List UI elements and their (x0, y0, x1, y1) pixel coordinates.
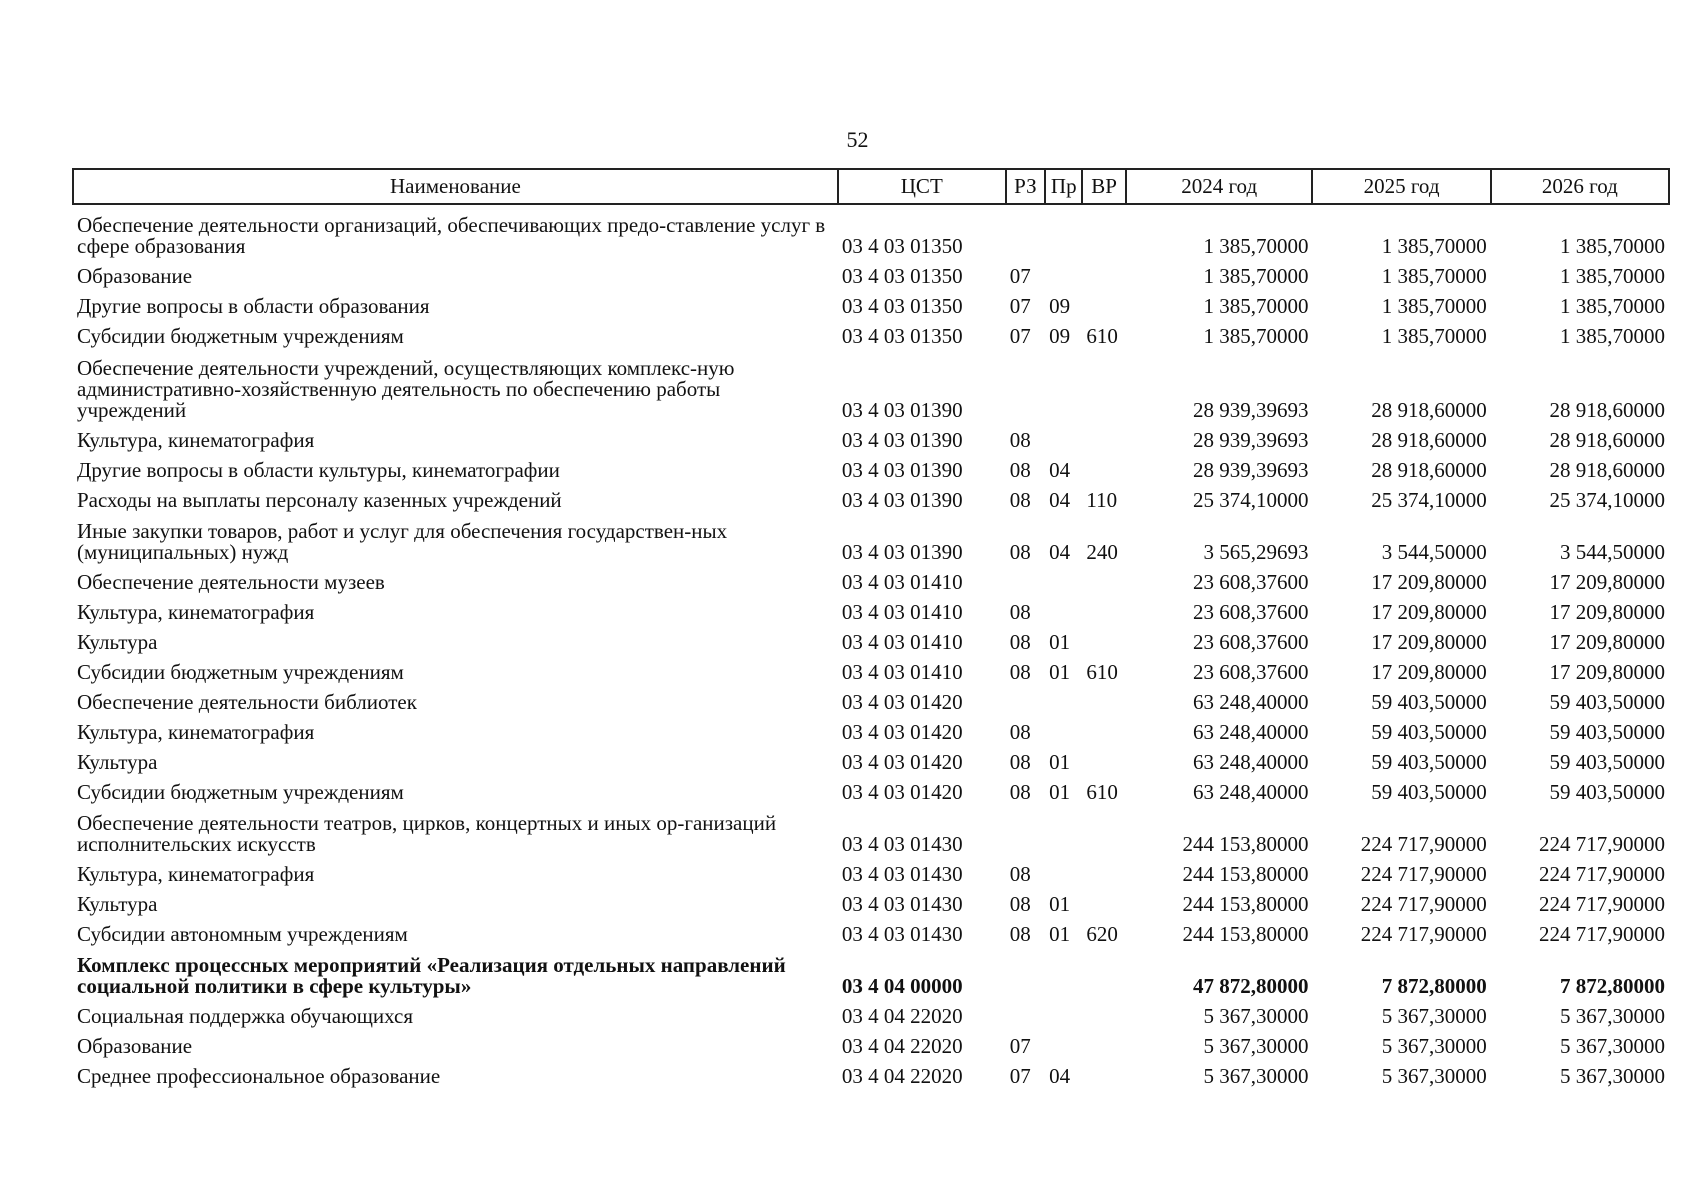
row-name: Культура, кинематография (77, 600, 315, 624)
row-2024: 5 367,30000 (1203, 1034, 1309, 1058)
row-2025: 1 385,70000 (1381, 294, 1487, 318)
row-name: Другие вопросы в области образования (77, 294, 430, 318)
row-rz: 08 (1009, 720, 1031, 744)
row-name: Другие вопросы в области культуры, кинематографии (77, 458, 560, 482)
row-name: Культура (77, 750, 158, 774)
table-row (73, 317, 1669, 347)
row-name: Субсидии автономным учреждениям (77, 922, 408, 946)
row-pr: 04 (1049, 458, 1071, 482)
row-name: Иные закупки товаров, работ и услуг для обеспечения государствен-ных (муниципальных) нужд (77, 519, 728, 564)
row-2024: 28 939,39693 (1192, 428, 1309, 452)
row-2025: 1 385,70000 (1381, 264, 1487, 288)
row-vr: 610 (1086, 660, 1118, 684)
row-vr (1082, 623, 1126, 653)
row-vr (1082, 593, 1126, 623)
row-name: Субсидии бюджетным учреждениям (77, 780, 404, 804)
row-rz: 08 (1009, 540, 1031, 564)
row-2026: 5 367,30000 (1560, 1034, 1665, 1058)
row-2024: 28 939,39693 (1192, 398, 1309, 422)
row-2024: 1 385,70000 (1203, 294, 1309, 318)
row-name: Обеспечение деятельности организаций, обеспечивающих предо-ставление услуг в сфере образования (77, 213, 826, 258)
row-cst: 03 4 03 01390 (841, 398, 963, 422)
row-2025: 1 385,70000 (1381, 234, 1487, 258)
row-pr (1045, 803, 1082, 855)
row-vr (1082, 855, 1126, 885)
row-vr (1082, 451, 1126, 481)
row-2026: 59 403,50000 (1549, 750, 1665, 774)
header-2025: 2025 год (1312, 169, 1490, 204)
row-2025: 224 717,90000 (1360, 862, 1487, 886)
table-row (73, 683, 1669, 713)
row-rz: 08 (1009, 630, 1031, 654)
row-cst: 03 4 04 00000 (841, 974, 963, 998)
row-pr: 09 (1049, 294, 1071, 318)
table-row (73, 623, 1669, 653)
row-rz: 08 (1009, 428, 1031, 452)
row-pr: 01 (1049, 922, 1071, 946)
row-name: Культура, кинематография (77, 720, 315, 744)
row-rz (1006, 945, 1045, 997)
budget-table (72, 168, 1670, 1087)
row-cst: 03 4 03 01420 (841, 720, 963, 744)
row-rz: 08 (1009, 750, 1031, 774)
row-cst: 03 4 03 01390 (841, 458, 963, 482)
row-rz (1006, 563, 1045, 593)
row-2026: 17 209,80000 (1549, 600, 1665, 624)
row-cst: 03 4 03 01410 (841, 570, 963, 594)
row-vr (1082, 803, 1126, 855)
row-2024: 1 385,70000 (1203, 324, 1309, 348)
row-vr (1082, 683, 1126, 713)
row-pr: 04 (1049, 1064, 1071, 1088)
row-2024: 63 248,40000 (1192, 780, 1309, 804)
table-row (73, 945, 1669, 997)
row-cst: 03 4 03 01390 (841, 488, 963, 512)
header-rz: РЗ (1006, 169, 1045, 204)
row-rz: 07 (1009, 294, 1031, 318)
row-vr (1082, 945, 1126, 997)
row-2024: 244 153,80000 (1182, 832, 1309, 856)
row-2025: 59 403,50000 (1371, 720, 1487, 744)
row-2026: 1 385,70000 (1560, 264, 1665, 288)
row-cst: 03 4 03 01420 (841, 690, 963, 714)
row-pr: 04 (1049, 488, 1071, 512)
row-name: Образование (77, 1034, 193, 1058)
row-2026: 5 367,30000 (1560, 1064, 1665, 1088)
row-2025: 3 544,50000 (1381, 540, 1487, 564)
row-cst: 03 4 03 01430 (841, 892, 963, 916)
header-cst: ЦСТ (838, 169, 1006, 204)
row-name: Обеспечение деятельности учреждений, осуществляющих комплекс-ную административно-хозяйственную деятельность по обеспечению работы учреждений (77, 356, 735, 422)
row-vr (1082, 347, 1126, 421)
row-2025: 59 403,50000 (1371, 780, 1487, 804)
row-cst: 03 4 03 01420 (841, 780, 963, 804)
row-rz: 08 (1009, 600, 1031, 624)
row-pr: 01 (1049, 750, 1071, 774)
row-pr (1045, 945, 1082, 997)
row-2024: 5 367,30000 (1203, 1004, 1309, 1028)
row-rz: 07 (1009, 264, 1031, 288)
row-2025: 1 385,70000 (1381, 324, 1487, 348)
table-row (73, 1057, 1669, 1087)
row-2025: 224 717,90000 (1360, 832, 1487, 856)
row-2024: 1 385,70000 (1203, 234, 1309, 258)
row-name: Культура, кинематография (77, 428, 315, 452)
row-2024: 3 565,29693 (1203, 540, 1309, 564)
row-vr (1082, 563, 1126, 593)
row-2025: 5 367,30000 (1381, 1064, 1487, 1088)
row-rz: 07 (1009, 324, 1031, 348)
row-2024: 23 608,37600 (1192, 600, 1309, 624)
row-vr (1082, 421, 1126, 451)
row-2026: 59 403,50000 (1549, 720, 1665, 744)
row-cst: 03 4 03 01410 (841, 660, 963, 684)
table-row (73, 257, 1669, 287)
row-vr (1082, 257, 1126, 287)
row-2025: 224 717,90000 (1360, 892, 1487, 916)
row-2025: 17 209,80000 (1371, 570, 1487, 594)
row-rz (1006, 347, 1045, 421)
row-pr: 09 (1049, 324, 1071, 348)
row-cst: 03 4 04 22020 (841, 1034, 963, 1058)
row-2026: 1 385,70000 (1560, 294, 1665, 318)
row-pr (1045, 593, 1082, 623)
row-2025: 28 918,60000 (1371, 398, 1487, 422)
table-row (73, 713, 1669, 743)
row-rz: 08 (1009, 660, 1031, 684)
row-name: Социальная поддержка обучающихся (77, 1004, 414, 1028)
table-row (73, 204, 1669, 257)
table-row (73, 1027, 1669, 1057)
row-cst: 03 4 03 01350 (841, 324, 963, 348)
row-2025: 59 403,50000 (1371, 690, 1487, 714)
row-2024: 63 248,40000 (1192, 750, 1309, 774)
row-rz: 08 (1009, 488, 1031, 512)
row-2024: 23 608,37600 (1192, 660, 1309, 684)
row-vr (1082, 287, 1126, 317)
header-pr: Пр (1045, 169, 1082, 204)
table-row (73, 743, 1669, 773)
row-pr (1045, 1027, 1082, 1057)
row-pr: 01 (1049, 630, 1071, 654)
row-pr (1045, 855, 1082, 885)
row-name: Субсидии бюджетным учреждениям (77, 324, 404, 348)
table-row (73, 915, 1669, 945)
header-name: Наименование (73, 169, 838, 204)
row-2024: 23 608,37600 (1192, 630, 1309, 654)
table-row (73, 511, 1669, 563)
row-cst: 03 4 03 01350 (841, 234, 963, 258)
table-row (73, 773, 1669, 803)
row-name: Культура (77, 630, 158, 654)
row-2026: 59 403,50000 (1549, 690, 1665, 714)
row-pr (1045, 997, 1082, 1027)
row-name: Расходы на выплаты персоналу казенных учреждений (77, 488, 562, 512)
table-row (73, 997, 1669, 1027)
row-vr (1082, 997, 1126, 1027)
row-2025: 17 209,80000 (1371, 630, 1487, 654)
row-rz (1006, 803, 1045, 855)
row-2025: 17 209,80000 (1371, 600, 1487, 624)
row-cst: 03 4 03 01390 (841, 540, 963, 564)
row-pr (1045, 713, 1082, 743)
row-cst: 03 4 03 01430 (841, 922, 963, 946)
row-2024: 63 248,40000 (1192, 690, 1309, 714)
row-name: Субсидии бюджетным учреждениям (77, 660, 404, 684)
row-2026: 17 209,80000 (1549, 630, 1665, 654)
row-2026: 28 918,60000 (1549, 428, 1665, 452)
row-2026: 224 717,90000 (1539, 862, 1665, 886)
row-cst: 03 4 03 01390 (841, 428, 963, 452)
row-rz (1006, 204, 1045, 257)
row-cst: 03 4 04 22020 (841, 1004, 963, 1028)
row-pr (1045, 204, 1082, 257)
row-cst: 03 4 03 01410 (841, 630, 963, 654)
header-2024: 2024 год (1126, 169, 1313, 204)
row-2026: 224 717,90000 (1539, 922, 1665, 946)
row-name: Обеспечение деятельности библиотек (77, 690, 417, 714)
table-row (73, 593, 1669, 623)
table-row (73, 481, 1669, 511)
table-row (73, 451, 1669, 481)
table-row (73, 563, 1669, 593)
row-name: Комплекс процессных мероприятий «Реализация отдельных направлений социальной политики в сфере культуры» (77, 953, 786, 998)
row-name: Среднее профессиональное образование (77, 1064, 441, 1088)
row-pr: 04 (1049, 540, 1071, 564)
row-pr: 01 (1049, 780, 1071, 804)
header-2026: 2026 год (1491, 169, 1669, 204)
row-vr: 610 (1086, 780, 1118, 804)
table-row (73, 287, 1669, 317)
row-2026: 17 209,80000 (1549, 660, 1665, 684)
row-2024: 1 385,70000 (1203, 264, 1309, 288)
row-name: Культура (77, 892, 158, 916)
row-cst: 03 4 03 01430 (841, 862, 963, 886)
row-vr (1082, 743, 1126, 773)
table-row (73, 421, 1669, 451)
row-rz: 08 (1009, 922, 1031, 946)
row-vr (1082, 1057, 1126, 1087)
row-vr (1082, 885, 1126, 915)
row-2026: 224 717,90000 (1539, 832, 1665, 856)
table-row (73, 855, 1669, 885)
row-2026: 28 918,60000 (1549, 398, 1665, 422)
row-cst: 03 4 03 01420 (841, 750, 963, 774)
row-2026: 28 918,60000 (1549, 458, 1665, 482)
row-rz: 08 (1009, 862, 1031, 886)
row-2026: 1 385,70000 (1560, 324, 1665, 348)
row-2025: 59 403,50000 (1371, 750, 1487, 774)
row-2026: 3 544,50000 (1560, 540, 1665, 564)
row-rz (1006, 997, 1045, 1027)
row-cst: 03 4 03 01350 (841, 294, 963, 318)
table-row (73, 803, 1669, 855)
table-row (73, 347, 1669, 421)
row-name: Образование (77, 264, 193, 288)
table-body (73, 204, 1669, 1087)
row-rz: 07 (1009, 1034, 1031, 1058)
row-pr (1045, 421, 1082, 451)
row-2026: 5 367,30000 (1560, 1004, 1665, 1028)
row-vr: 240 (1086, 540, 1118, 564)
row-pr (1045, 683, 1082, 713)
row-2026: 17 209,80000 (1549, 570, 1665, 594)
row-cst: 03 4 03 01410 (841, 600, 963, 624)
row-vr (1082, 713, 1126, 743)
table-row (73, 653, 1669, 683)
row-2025: 17 209,80000 (1371, 660, 1487, 684)
row-cst: 03 4 03 01430 (841, 832, 963, 856)
row-vr: 620 (1086, 922, 1118, 946)
row-2025: 224 717,90000 (1360, 922, 1487, 946)
row-2024: 244 153,80000 (1182, 862, 1309, 886)
page-number: 52 (846, 127, 869, 152)
row-pr: 01 (1049, 892, 1071, 916)
row-pr (1045, 563, 1082, 593)
row-2025: 5 367,30000 (1381, 1004, 1487, 1028)
row-2024: 5 367,30000 (1203, 1064, 1309, 1088)
row-2026: 59 403,50000 (1549, 780, 1665, 804)
row-2024: 244 153,80000 (1182, 922, 1309, 946)
row-2026: 1 385,70000 (1560, 234, 1665, 258)
row-2024: 244 153,80000 (1182, 892, 1309, 916)
row-rz: 08 (1009, 458, 1031, 482)
row-name: Обеспечение деятельности музеев (77, 570, 385, 594)
header-vr: ВР (1082, 169, 1126, 204)
row-2024: 28 939,39693 (1192, 458, 1309, 482)
row-vr (1082, 204, 1126, 257)
row-rz: 08 (1009, 780, 1031, 804)
row-rz: 08 (1009, 892, 1031, 916)
row-2025: 25 374,10000 (1371, 488, 1487, 512)
row-2024: 23 608,37600 (1192, 570, 1309, 594)
row-2024: 47 872,80000 (1192, 974, 1309, 998)
row-vr: 610 (1086, 324, 1118, 348)
row-2025: 28 918,60000 (1371, 428, 1487, 452)
row-2026: 224 717,90000 (1539, 892, 1665, 916)
row-vr (1082, 1027, 1126, 1057)
row-rz (1006, 683, 1045, 713)
row-pr (1045, 347, 1082, 421)
row-2024: 25 374,10000 (1192, 488, 1309, 512)
row-2024: 63 248,40000 (1192, 720, 1309, 744)
row-2025: 28 918,60000 (1371, 458, 1487, 482)
row-pr: 01 (1049, 660, 1071, 684)
row-2025: 7 872,80000 (1381, 974, 1487, 998)
table-header-row (73, 169, 1669, 204)
table-row (73, 885, 1669, 915)
row-2026: 7 872,80000 (1560, 974, 1665, 998)
row-cst: 03 4 03 01350 (841, 264, 963, 288)
row-name: Культура, кинематография (77, 862, 315, 886)
row-name: Обеспечение деятельности театров, цирков, концертных и иных ор-ганизаций исполнительских искусств (77, 811, 777, 856)
row-pr (1045, 257, 1082, 287)
row-2025: 5 367,30000 (1381, 1034, 1487, 1058)
row-vr: 110 (1086, 488, 1118, 512)
row-cst: 03 4 04 22020 (841, 1064, 963, 1088)
row-2026: 25 374,10000 (1549, 488, 1665, 512)
row-rz: 07 (1009, 1064, 1031, 1088)
